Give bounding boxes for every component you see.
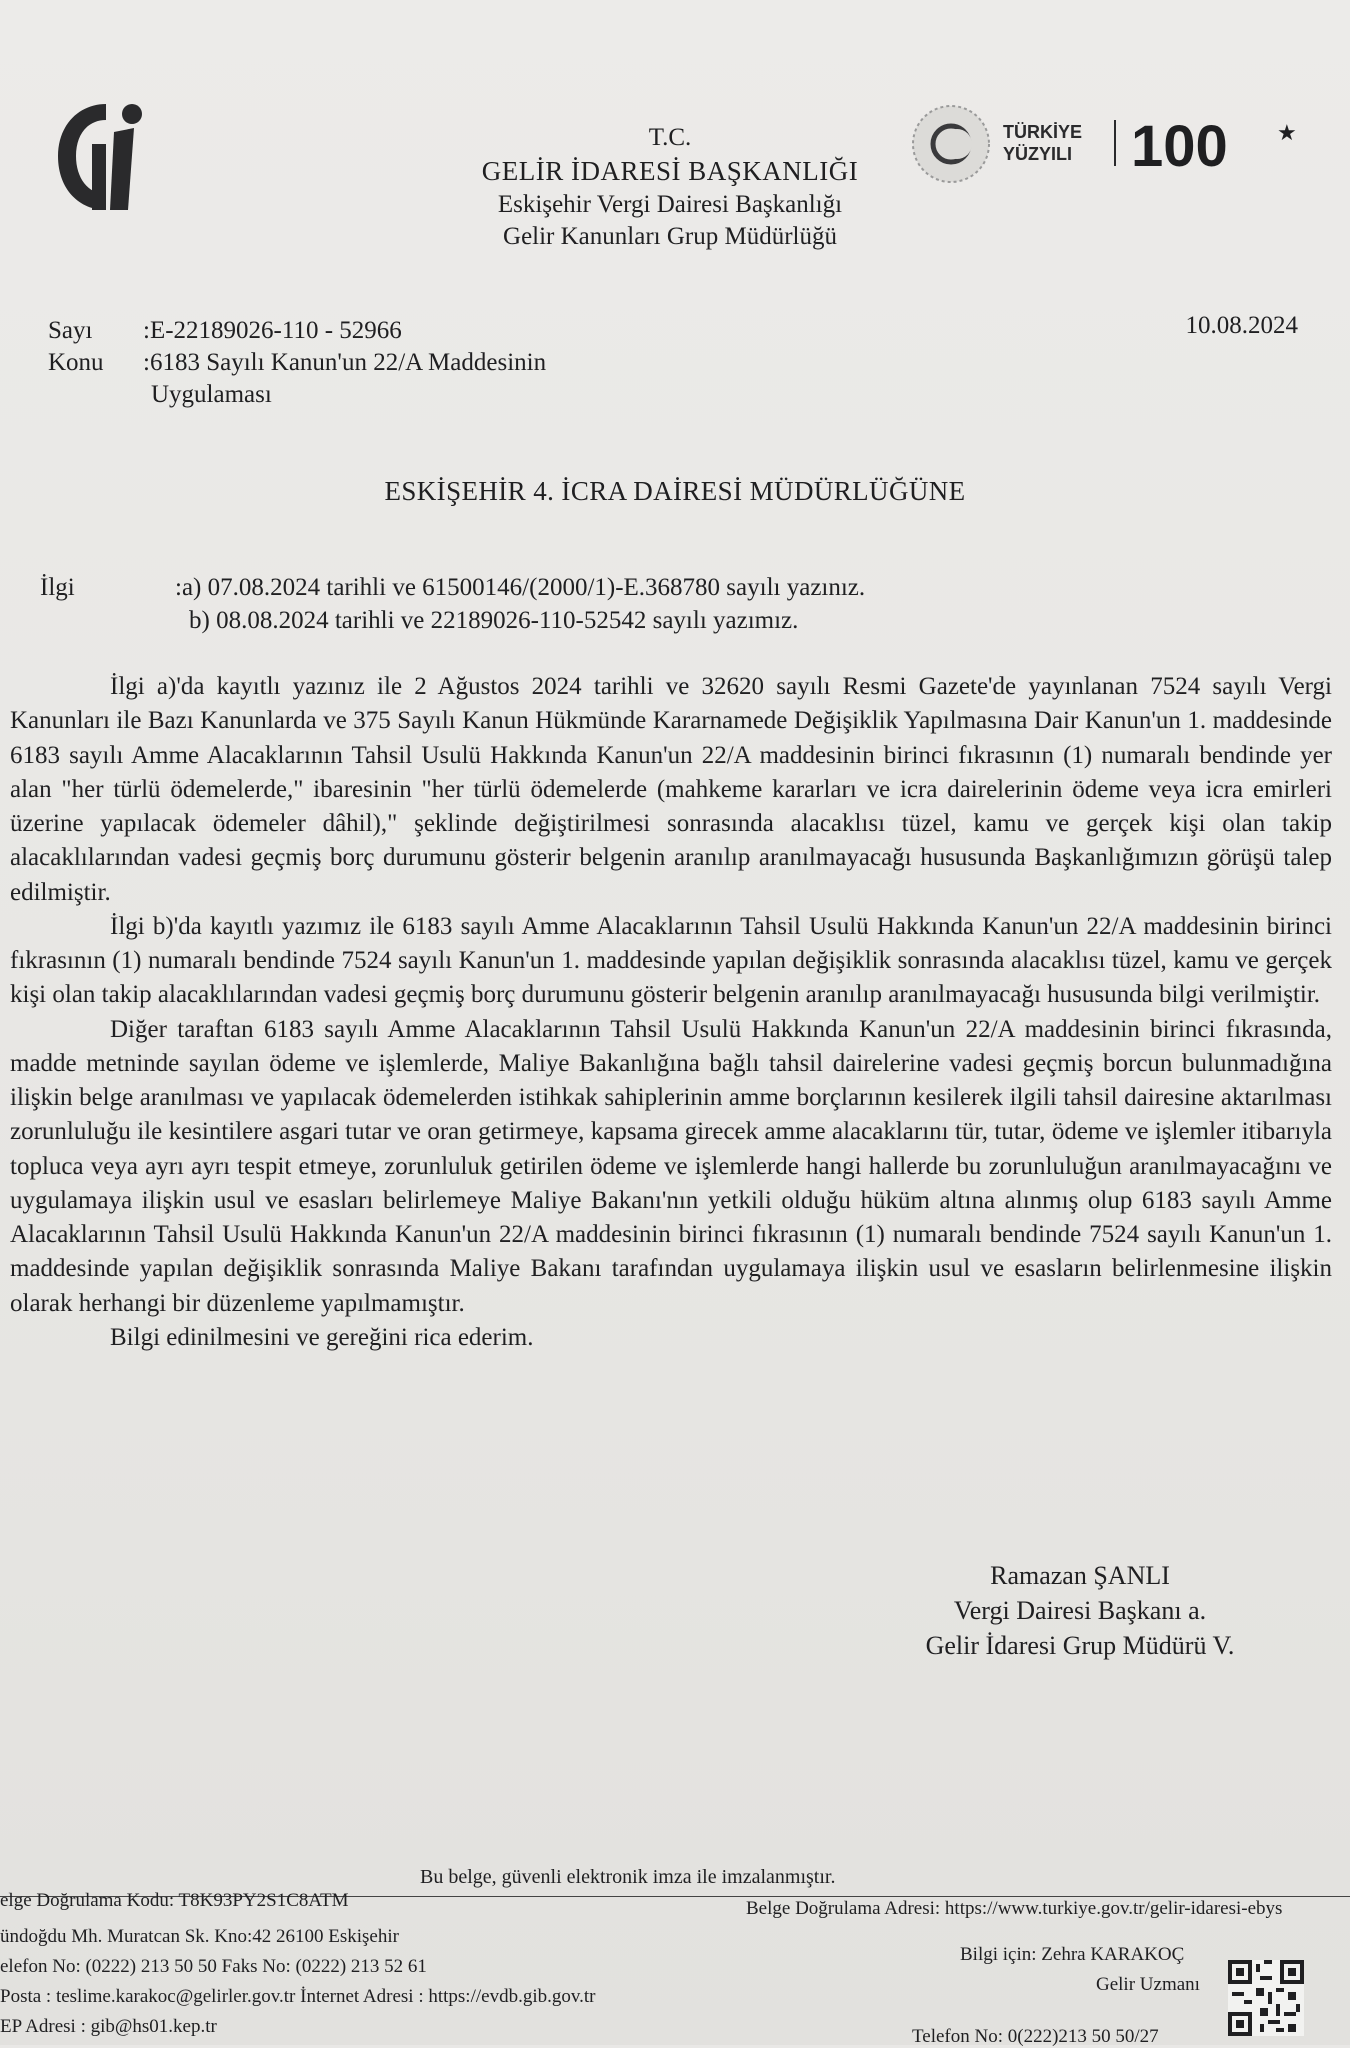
body-paragraph-3: Diğer taraftan 6183 sayılı Amme Alacaklarının Tahsil Usulü Hakkında Kanun'un 22/A maddesinin birinci fıkrasında, madde metninde sayılan ödeme ve işlemlerde, Maliye Bakanlığına bağlı tahsil dairelerine vadesi geçmiş borcun bulunmadığına ilişkin belge aranılması ve yapılacak ödemelerden istihkak sahiplerinin amme borçlarının kesilerek ilgili tahsil dairesine aktarılması zorunluluğu ile kesintilere asgari tutar ve oran getirmeye, kapsama girecek amme alacaklarını tür, tutar, ödeme ve işlemler itibarıyla topluca veya ayrı ayrı tespit etmeye, zorunluluk getirilen ödeme ve işlemlerde hangi hallerde bu zorunluluğun aranılmayacağını ve uygulamaya ilişkin usul ve esasları belirlemeye Maliye Bakanı'nın yetkili olduğu hüküm altına alınmış olup 6183 sayılı Amme Alacaklarının Tahsil Usulü Hakkında Kanun'un 22/A maddesinin birinci fıkrasının (1) numaralı bendinde 7524 sayılı Kanun'un 1. maddesinde yapılan değişiklik sonrasında Maliye Bakanı tarafından uygulamaya ilişkin usul ve esasların belirlenmesine ilişkin olarak herhangi bir düzenleme yapılmamıştır. bbox=[10, 1015, 1332, 1317]
signer-title-2: Gelir İdaresi Grup Müdürü V. bbox=[925, 1631, 1235, 1661]
letter-meta bbox=[48, 315, 671, 411]
badge-line2: YÜZYILI bbox=[1003, 144, 1073, 164]
letterhead-office: Eskişehir Vergi Dairesi Başkanlığı bbox=[497, 190, 843, 218]
badge-number: 100 bbox=[1131, 114, 1228, 179]
reference-block bbox=[40, 572, 865, 637]
verify-code: elge Doğrulama Kodu: T8K93PY2S1C8ATM bbox=[0, 1890, 349, 1911]
contact-phone: Telefon No: 0(222)213 50 50/27 bbox=[912, 2026, 1159, 2047]
sayi-label: Sayı bbox=[48, 317, 93, 344]
contact-title: Gelir Uzmanı bbox=[1096, 1974, 1200, 1995]
ilgi-label: İlgi bbox=[40, 574, 75, 601]
signature-block bbox=[880, 1558, 1280, 1663]
letter-date: 10.08.2024 bbox=[1185, 312, 1298, 339]
body-paragraph-1: İlgi a)'da kayıtlı yazınız ile 2 Ağustos 2024 tarihli ve 32620 sayılı Resmi Gazete'de yayınlanan 7524 sayılı Vergi Kanunları ile Bazı Kanunlarda ve 375 Sayılı Kanun Hükmünde Kararnamede Değişiklik Yapılmasına Dair Kanun'un 1. maddesinde 6183 sayılı Amme Alacaklarının Tahsil Usulü Hakkında Kanun'un 22/A maddesinin birinci fıkrasının (1) numaralı bendinde yer alan "her türlü ödemelerde," ibaresinin "her türlü ödemelerde (mahkeme kararları ve icra dairelerinin ödeme veya icra emirleri üzerine yapılacak ödemeler dâhil)," şeklinde değiştirilmesi sonrasında alacaklısı tüzel, kamu ve gerçek kişi olan takip alacaklılarından vadesi geçmiş borç durumunu gösterir belgenin aranılıp aranılmayacağı hususunda Başkanlığımızın görüşü talep edilmiştir. bbox=[10, 673, 1332, 906]
letter-body bbox=[10, 670, 1332, 1355]
letterhead bbox=[400, 122, 940, 253]
ilgi-b: b) 08.08.2024 tarihli ve 22189026-110-52542 sayılı yazımız. bbox=[189, 606, 799, 634]
signer-title-1: Vergi Dairesi Başkanı a. bbox=[953, 1596, 1207, 1626]
qr-code bbox=[1228, 1960, 1304, 2036]
addressee: ESKİŞEHİR 4. İCRA DAİRESİ MÜDÜRLÜĞÜNE bbox=[384, 476, 966, 506]
body-paragraph-2: İlgi b)'da kayıtlı yazımız ile 6183 sayılı Amme Alacaklarının Tahsil Usulü Hakkında Kanun'un 22/A maddesinin birinci fıkrasının (1) numaralı bendinde 7524 sayılı Kanun'un 1. maddesinde yapılan değişiklik sonrasında alacaklısı tüzel, kamu ve gerçek kişi olan takip alacaklılarından vadesi geçmiş borç durumunu gösterir belgenin aranılıp aranılmayacağı hususunda bilgi verilmiştir. bbox=[10, 912, 1332, 1009]
email-web: Posta : teslime.karakoc@gelirler.gov.tr İnternet Adresi : https://evdb.gib.gov.tr bbox=[0, 1986, 596, 2007]
gib-logo bbox=[48, 98, 152, 216]
sayi-value: :E-22189026-110 - 52966 bbox=[143, 317, 402, 344]
turkiye-yuzyili-badge bbox=[903, 100, 1297, 186]
badge-line1: TÜRKİYE bbox=[1003, 122, 1083, 142]
signer-name: Ramazan ŞANLI bbox=[990, 1561, 1170, 1590]
verify-address: Belge Doğrulama Adresi: https://www.turkiye.gov.tr/gelir-idaresi-ebys bbox=[746, 1898, 1283, 1919]
letterhead-department: Gelir Kanunları Grup Müdürlüğü bbox=[503, 222, 837, 250]
postal-address: ündoğdu Mh. Muratcan Sk. Kno:42 26100 Eskişehir bbox=[0, 1926, 399, 1947]
contact-person: Bilgi için: Zehra KARAKOÇ bbox=[960, 1944, 1185, 1965]
body-paragraph-4: Bilgi edinilmesini ve gereğini rica ederim. bbox=[110, 1323, 534, 1351]
letterhead-institution: GELİR İDARESİ BAŞKANLIĞI bbox=[481, 156, 859, 186]
konu-value-line2: Uygulaması bbox=[151, 381, 272, 408]
phone-fax: elefon No: (0222) 213 50 50 Faks No: (0222) 213 52 61 bbox=[0, 1956, 427, 1977]
konu-value-line1: :6183 Sayılı Kanun'un 22/A Maddesinin bbox=[143, 349, 547, 376]
kep-address: EP Adresi : gib@hs01.kep.tr bbox=[0, 2016, 217, 2037]
ilgi-a: :a) 07.08.2024 tarihli ve 61500146/(2000/1)-E.368780 sayılı yazınız. bbox=[175, 574, 866, 601]
letterhead-tc: T.C. bbox=[648, 124, 692, 151]
konu-label: Konu bbox=[48, 349, 104, 376]
svg-text:★: ★ bbox=[1277, 120, 1297, 145]
esign-note: Bu belge, güvenli elektronik imza ile imzalanmıştır. bbox=[420, 1866, 836, 1888]
